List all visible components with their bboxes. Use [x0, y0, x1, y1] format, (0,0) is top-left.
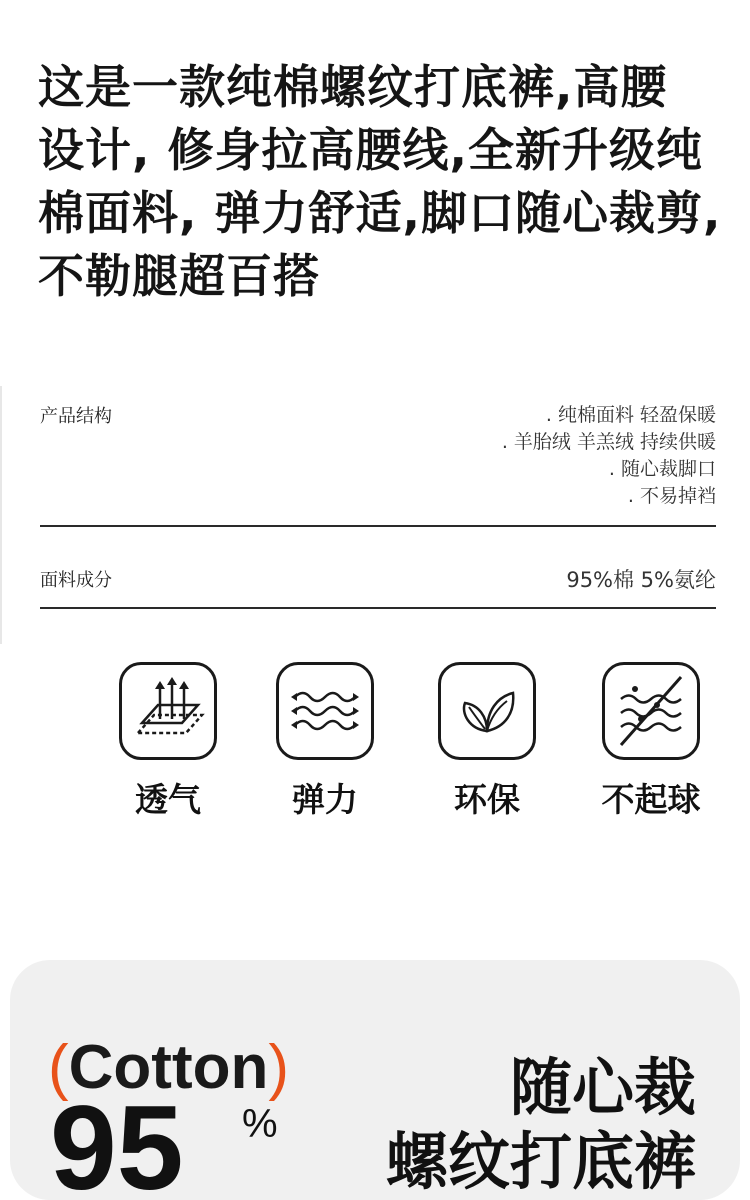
side-divider	[0, 386, 2, 644]
leaf-icon	[438, 662, 536, 760]
spec-structure-values	[502, 402, 716, 510]
feature-no-pilling	[576, 662, 726, 821]
spec-structure-value-2: . 羊胎绒 羊羔绒 持续供暖	[501, 431, 716, 453]
spec-structure-label: 产品结构	[40, 406, 112, 427]
product-headline	[38, 56, 738, 308]
spec-fabric-row	[40, 566, 716, 616]
headline-line-1: 这是一款纯棉螺纹打底裤,高腰	[38, 60, 668, 114]
feature-elastic	[250, 662, 400, 821]
spec-structure-divider	[40, 525, 716, 527]
spec-structure-value-1: . 纯棉面料 轻盈保暖	[545, 404, 716, 426]
feature-eco	[412, 662, 562, 821]
cotton-close-paren: )	[268, 1033, 289, 1102]
spec-fabric-value: 95%棉 5%氨纶	[566, 568, 716, 592]
cotton-open-paren: (	[48, 1033, 69, 1102]
headline-line-3: 棉面料, 弹力舒适,脚口随心裁剪,	[38, 186, 722, 240]
feature-eco-label: 环保	[454, 780, 520, 819]
spec-structure-value-3: . 随心裁脚口	[608, 458, 716, 480]
spec-fabric-label: 面料成分	[40, 570, 112, 591]
feature-no-pilling-label: 不起球	[601, 780, 701, 819]
promo-card	[10, 960, 740, 1200]
feature-breathable-label: 透气	[135, 780, 201, 819]
no-pilling-icon	[602, 662, 700, 760]
cotton-percentage-number: 95	[50, 1081, 184, 1200]
cotton-word: Cotton	[68, 1033, 269, 1102]
promo-title-line-1: 随心裁	[509, 1051, 696, 1124]
elastic-waves-icon	[276, 662, 374, 760]
spec-structure-row	[40, 402, 716, 532]
spec-fabric-divider	[40, 607, 716, 609]
headline-line-4: 不勒腿超百搭	[38, 249, 320, 303]
promo-title-line-2: 螺纹打底裤	[385, 1125, 696, 1198]
feature-breathable	[93, 662, 243, 821]
feature-elastic-label: 弹力	[292, 780, 358, 819]
headline-line-2: 设计, 修身拉高腰线,全新升级纯	[38, 123, 703, 177]
breathable-icon	[119, 662, 217, 760]
cotton-percent-sign: %	[242, 1102, 278, 1146]
feature-icons	[0, 662, 750, 832]
spec-structure-value-4: . 不易掉裆	[627, 485, 716, 507]
